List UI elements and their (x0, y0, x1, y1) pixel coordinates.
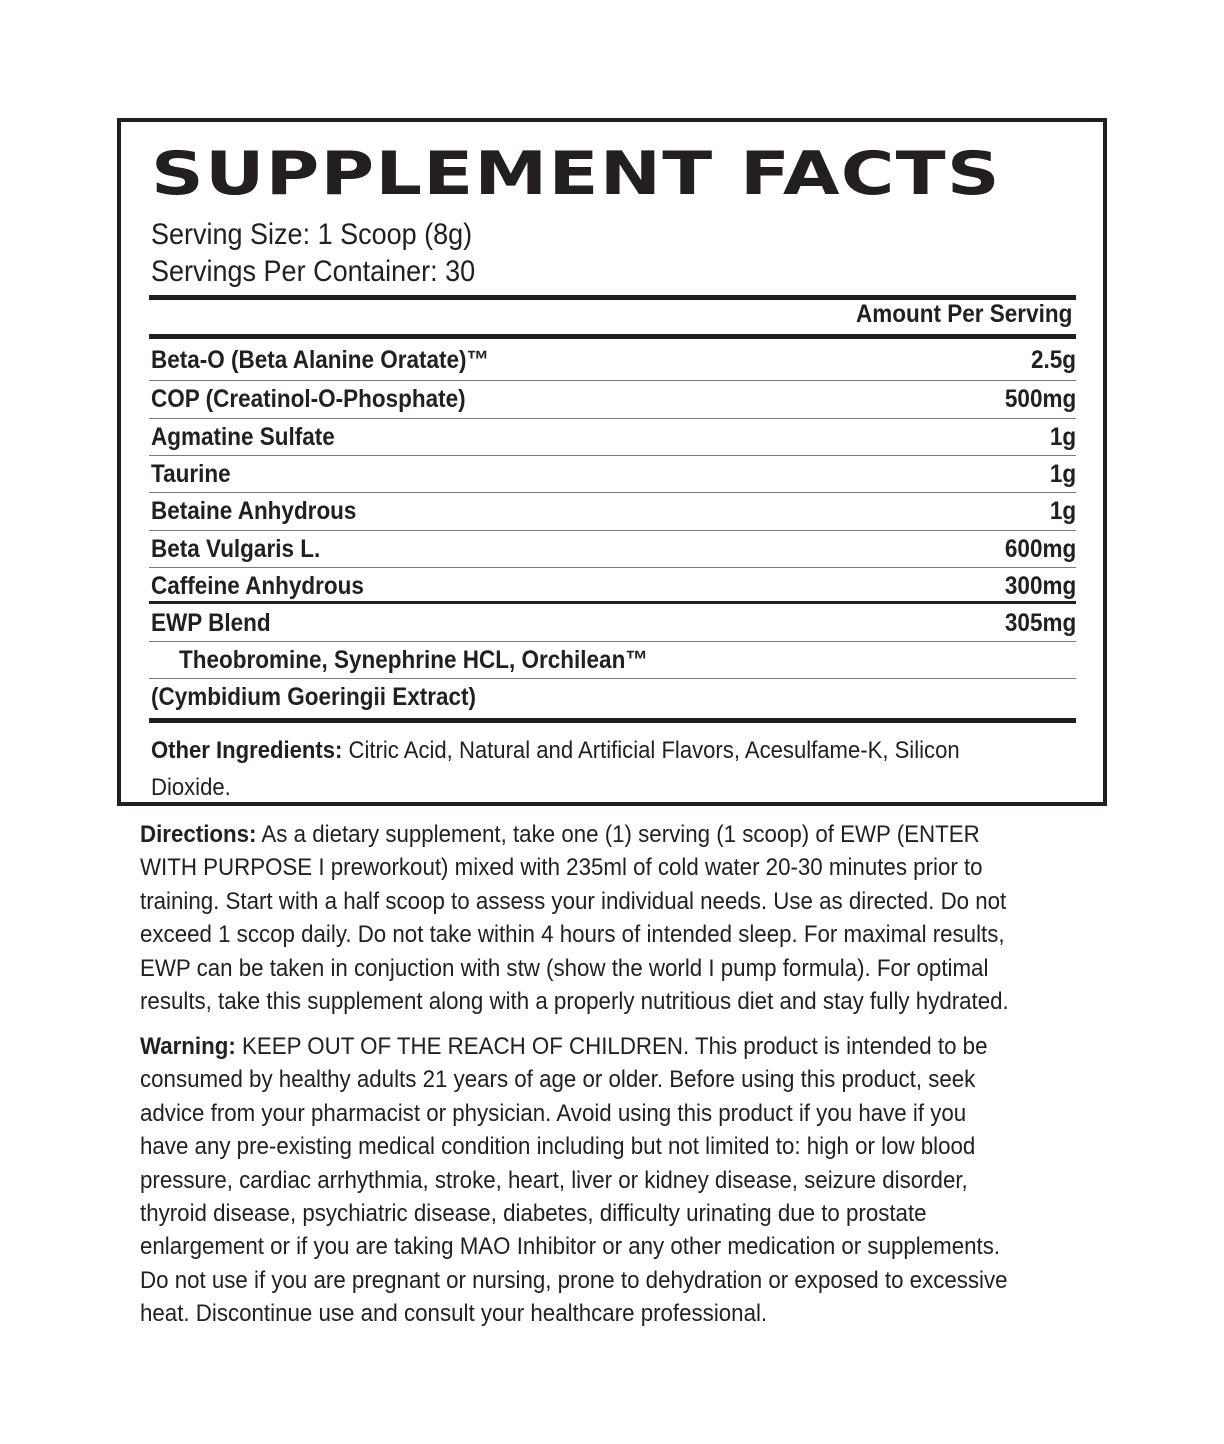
blend-note: (Cymbidium Goeringii Extract) (151, 683, 477, 711)
blend-row (149, 605, 1076, 642)
divider-thick (149, 718, 1076, 723)
warning-text: KEEP OUT OF THE REACH OF CHILDREN. This product is intended to be consumed by healthy adults 21 years of age or older. Before using this product, seek advice from your pharmacist or physician. Avoid using this product if you have if you have any pre-existing medical condition including but not limited to: high or low blood pressure, cardiac arrhythmia, stroke, heart, liver or kidney disease, seizure disorder, thyroid disease, psychiatric disease, diabetes, difficulty urinating due to prostate enlargement or if you are taking MAO Inhibitor or any other medication or supplements. Do not use if you are pregnant or nursing, prone to dehydration or exposed to excessive heat. Discontinue use and consult your healthcare professional. (140, 1033, 1008, 1328)
other-ingredients-text: Citric Acid, Natural and Artificial Flavors, Acesulfame-K, Silicon Dioxide. (151, 737, 960, 801)
ingredient-row (149, 381, 1076, 418)
ingredient-amount: 300mg (1004, 572, 1076, 600)
blend-components: Theobromine, Synephrine HCL, Orchilean™ (179, 646, 648, 674)
ingredient-name: Caffeine Anhydrous (151, 572, 364, 600)
ingredient-amount: 600mg (1004, 535, 1076, 563)
ingredient-name: COP (Creatinol-O-Phosphate) (151, 385, 466, 413)
ingredient-name: Beta Vulgaris L. (151, 535, 321, 563)
amount-per-serving-header: Amount Per Serving (855, 300, 1072, 328)
directions-text: As a dietary supplement, take one (1) serving (1 scoop) of EWP (ENTER WITH PURPOSE I preworkout) mixed with 235ml of cold water 20-30 minutes prior to training. Start with a half scoop to assess your individual needs. Use as directed. Do not exceed 1 sccop daily. Do not take within 4 hours of intended sleep. For maximal results, EWP can be taken in conjuction with stw (show the world I pump formula). For optimal results, take this supplement along with a properly nutritious diet and stay fully hydrated. (140, 821, 1009, 1016)
divider-medium (149, 601, 1076, 604)
ingredient-row (149, 419, 1076, 456)
ingredient-row (149, 342, 1076, 379)
blend-note-row (149, 679, 1076, 716)
directions-label: Directions: (140, 821, 257, 848)
warning-label: Warning: (140, 1033, 236, 1060)
ingredient-row (149, 531, 1076, 568)
ingredient-row (149, 568, 1076, 605)
ingredient-amount: 1g (1049, 460, 1076, 488)
ingredient-row (149, 456, 1076, 493)
blend-components-row (149, 642, 1076, 679)
ingredient-name: Agmatine Sulfate (151, 423, 335, 451)
ingredient-name: Beta-O (Beta Alanine Oratate)™ (151, 346, 489, 374)
directions-paragraph (140, 818, 1014, 1018)
serving-size: Serving Size: 1 Scoop (8g) (151, 218, 473, 251)
servings-per-container: Servings Per Container: 30 (151, 255, 476, 288)
other-ingredients-label: Other Ingredients: (151, 737, 343, 764)
ingredient-name: Betaine Anhydrous (151, 497, 357, 525)
facts-title: SUPPLEMENT FACTS (151, 139, 1001, 209)
supplement-facts-panel (117, 118, 1107, 806)
ingredient-row (149, 493, 1076, 530)
divider-thick (149, 334, 1076, 339)
ingredient-amount: 1g (1049, 497, 1076, 525)
ingredient-amount: 1g (1049, 423, 1076, 451)
blend-name: EWP Blend (151, 609, 271, 637)
ingredient-name: Taurine (151, 460, 231, 488)
serving-info (151, 216, 475, 290)
ingredient-amount: 2.5g (1030, 346, 1076, 374)
blend-amount: 305mg (1004, 609, 1076, 637)
ingredient-amount: 500mg (1004, 385, 1076, 413)
warning-paragraph (140, 1030, 1014, 1331)
other-ingredients (151, 732, 1007, 806)
